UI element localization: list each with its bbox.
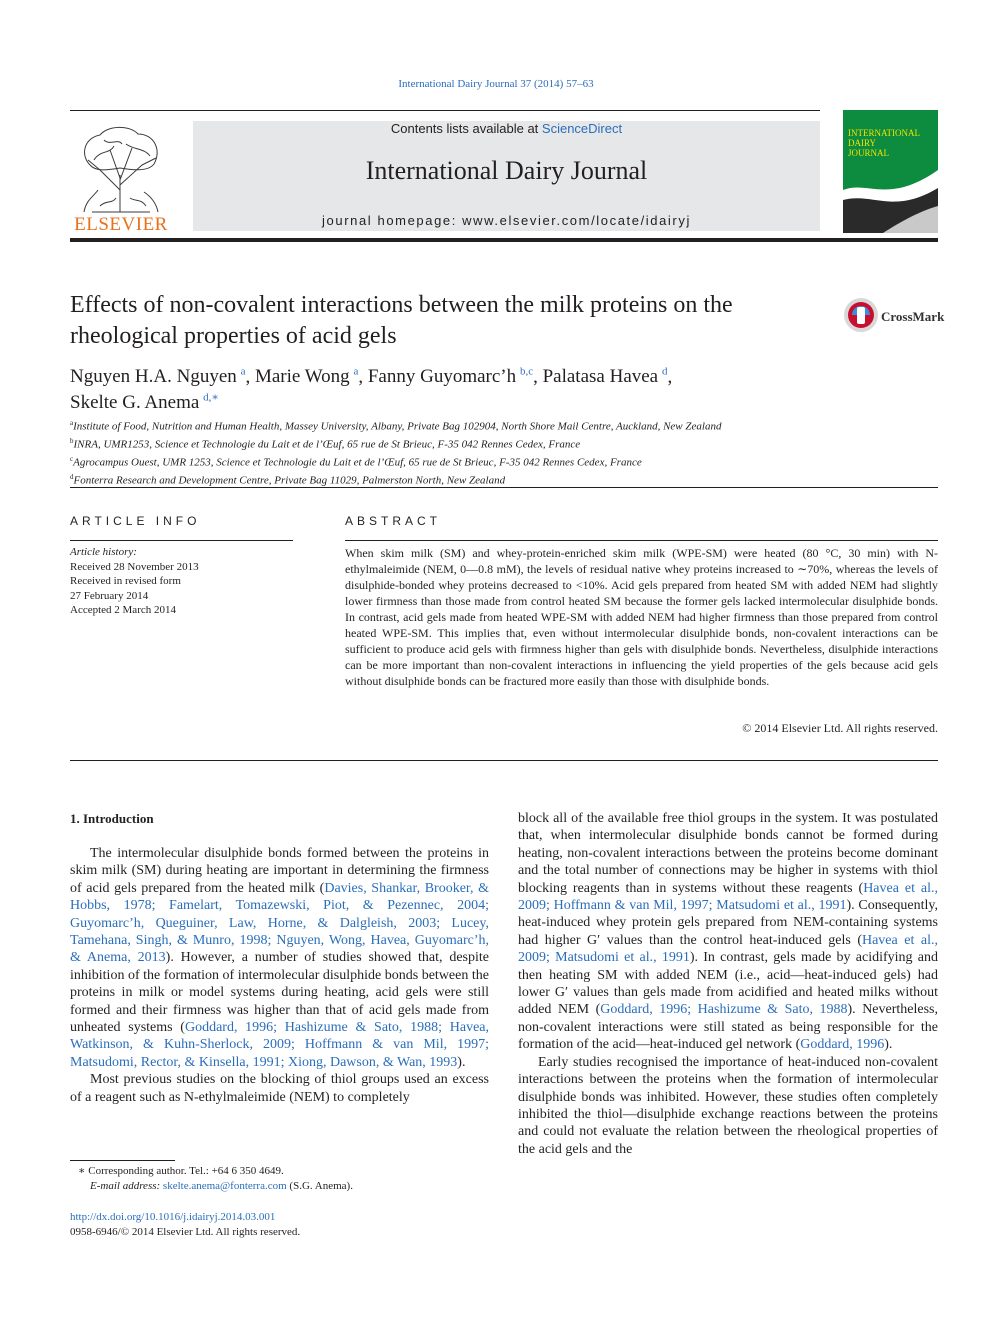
crossmark-label[interactable]: CrossMark xyxy=(881,309,945,324)
doi-block xyxy=(70,1210,300,1240)
citation-link[interactable]: Goddard, 1996 xyxy=(800,1037,885,1053)
homepage-link[interactable]: www.elsevier.com/locate/idairyj xyxy=(462,213,691,228)
journal-cover-image[interactable] xyxy=(843,110,938,233)
article-info-heading: ARTICLE INFO xyxy=(70,514,201,528)
affiliation-list xyxy=(70,416,938,489)
section-rule xyxy=(70,760,938,761)
author[interactable] xyxy=(255,366,358,387)
author-name: Palatasa Havea xyxy=(542,366,659,388)
affiliation-mark: c xyxy=(70,455,74,464)
body-text: The intermolecular disulphide bonds formed between the proteins in skim milk (SM) during heating are important in determining the firmness of acid gels prepared from the heated milk ( xyxy=(70,846,489,896)
author-affil-mark[interactable]: a xyxy=(353,366,359,378)
affiliation-mark: d xyxy=(70,473,74,482)
contents-prefix: Contents lists available at xyxy=(390,121,542,136)
author-affil-mark[interactable]: b,c xyxy=(519,366,534,378)
body-text: ). xyxy=(457,1054,466,1070)
corresponding-author: ∗ Corresponding author. Tel.: +64 6 350 4649. xyxy=(78,1165,284,1177)
body-text: ). xyxy=(884,1037,893,1053)
citation-link[interactable]: Havea et al., 2009; Hoffmann & van Mil, 1997; Matsudomi et al., 1991 xyxy=(518,880,938,914)
section-rule xyxy=(70,487,938,488)
section-heading: 1. Introduction xyxy=(70,811,154,826)
history-item: Received in revised form xyxy=(70,575,181,587)
history-label: Article history: xyxy=(70,546,137,558)
abstract-text: When skim milk (SM) and whey-protein-enriched skim milk (WPE-SM) were heated (80 °C, 30 min) with N-ethylmaleimide (NEM, 0—0.8 mM), the levels of residual native whey proteins increased to ∼70%, whereas the levels of disulphide-bonded whey proteins decreased to <10%. Acid gels prepared from heated SM with added NEM had slightly lower firmness than those made from control heated SM because the former gels lacked intermolecular disulphide bonds. In contrast, acid gels made from heated WPE-SM with added NEM had higher firmness than those prepared from control heated WPE-SM. This implies that, even without intermolecular disulphide bonds, non-covalent interactions can be sufficient to produce acid gels with firmness higher than gels with disulphide bonds. Nevertheless, disulphide interactions can be more important than non-covalent interactions in influencing the yield properties of the gels because acid gels without disulphide bonds can be fractured more easily than those with disulphide bonds. xyxy=(345,546,938,688)
affiliation xyxy=(70,416,938,434)
contents-line xyxy=(193,121,820,136)
body-column-right xyxy=(518,810,938,1158)
affiliation-text: INRA, UMR1253, Science et Technologie du Lait et de l’Œuf, 65 rue de St Brieuc, F-35 042 Rennes Cedex, France xyxy=(73,438,581,451)
body-text: ). Consequently, heat-induced whey protein gels prepared from NEM-containing systems had higher G′ values than the control heat-induced gels ( xyxy=(518,898,938,948)
journal-title: International Dairy Journal xyxy=(365,156,648,185)
article-title: Effects of non-covalent interactions between the milk proteins on the rheological properties of acid gels xyxy=(70,292,733,349)
doi-link[interactable]: http://dx.doi.org/10.1016/j.idairyj.2014.03.001 xyxy=(70,1211,276,1223)
body-text: ). However, a number of studies showed that, despite inhibition of the formation of intermolecular disulphide bonds between the proteins in milk or model systems during heating, acid gels were still formed and their firmness was higher than that of acid gels made from unheated systems ( xyxy=(70,950,489,1036)
email-link[interactable]: skelte.anema@fonterra.com xyxy=(162,1180,287,1192)
footnote-rule xyxy=(70,1160,175,1161)
author-separator: , xyxy=(667,366,673,388)
cover-title-line: DAIRY xyxy=(848,138,877,148)
affiliation-text: Agrocampus Ouest, UMR 1253, Science et Technologie du Lait et de l’Œuf, 65 rue de St Brieuc, F-35 042 Rennes Cedex, France xyxy=(73,456,642,469)
author-affil-mark[interactable]: d xyxy=(661,366,668,378)
affiliation-text: Fonterra Research and Development Centre, Private Bag 11029, Palmerston North, New Zealand xyxy=(73,475,506,488)
author-separator: , xyxy=(533,366,543,388)
cover-title xyxy=(848,128,920,158)
paragraph: Early studies recognised the importance of heat-induced non-covalent interactions between the proteins when the formation of intermolecular disulphide bonds was inhibited. However, these studies often completely inhibited the thiol—disulphide exchange reactions between the proteins and could not evaluate the relation between the rheological properties of the acid gels and the xyxy=(518,1054,938,1157)
article-info-rule xyxy=(70,540,293,541)
body-column-left xyxy=(70,845,489,1106)
abstract-rule xyxy=(345,540,938,541)
history-item: Received 28 November 2013 xyxy=(70,560,199,573)
elsevier-wordmark: ELSEVIER xyxy=(74,214,168,235)
affiliation-mark: b xyxy=(70,437,74,446)
author-name: Nguyen H.A. Nguyen xyxy=(70,366,237,388)
cover-title-line: INTERNATIONAL xyxy=(848,128,920,138)
affiliation xyxy=(70,452,938,470)
header-thick-rule xyxy=(70,238,938,242)
affiliation-mark: a xyxy=(70,419,74,427)
author-name: Skelte G. Anema xyxy=(70,391,200,413)
paragraph xyxy=(70,845,489,1071)
email-line xyxy=(70,1179,489,1194)
article-history xyxy=(70,545,293,618)
author[interactable] xyxy=(70,392,219,413)
abstract-copyright: © 2014 Elsevier Ltd. All rights reserved. xyxy=(742,721,938,735)
citation-link[interactable]: Goddard, 1996; Hashizume & Sato, 1988 xyxy=(600,1002,848,1018)
email-suffix: (S.G. Anema). xyxy=(286,1180,353,1192)
author-separator: , xyxy=(358,366,368,388)
author-separator: , xyxy=(245,366,255,388)
author-affil-mark[interactable]: a xyxy=(240,366,246,378)
citation-link[interactable]: Davies, Shankar, Brooker, & Hobbs, 1978; Famelart, Tomazewski, Piot, & Pezennec, 2004; Guyomarc’h, Queguiner, Law, Horne, & Dalgleish, 2003; Lucey, Tamehana, Singh, & Munro, 1998; Nguyen, Wong, Havea, Guyomarc’h, & Anema, 2013 xyxy=(70,880,489,966)
author-affil-mark[interactable]: d,∗ xyxy=(203,391,219,404)
body-text: ). In contrast, gels made by acidifying and then heating SM with added NEM (i.e., acid—heat-induced gels) had lower G′ values than gels made from acidified and heated milks without added NEM ( xyxy=(518,950,938,1018)
abstract-heading: ABSTRACT xyxy=(345,514,442,528)
corresponding-footnote xyxy=(70,1164,489,1194)
author[interactable] xyxy=(70,366,245,387)
author-list xyxy=(70,362,870,413)
email-label: E-mail address: xyxy=(90,1180,163,1192)
journal-citation[interactable]: International Dairy Journal 37 (2014) 57–63 xyxy=(398,78,594,90)
header-rule xyxy=(70,110,820,111)
affiliation-text: Institute of Food, Nutrition and Human Health, Massey University, Albany, Private Bag 102904, North Shore Mail Centre, Auckland, New Zealand xyxy=(73,420,722,433)
homepage-prefix: journal homepage: xyxy=(322,213,463,228)
affiliation xyxy=(70,470,938,488)
author[interactable] xyxy=(543,366,668,387)
cover-title-line: JOURNAL xyxy=(848,148,890,158)
journal-homepage xyxy=(193,213,820,228)
body-text: ). Nevertheless, non-covalent interactions were still stated as being responsible for the formation of the acid—heat-induced gel network ( xyxy=(518,1002,939,1053)
author-name: Marie Wong xyxy=(254,366,350,388)
author-name: Fanny Guyomarc’h xyxy=(367,366,517,388)
paragraph xyxy=(518,810,938,1054)
history-item: 27 February 2014 xyxy=(70,589,149,602)
citation-link[interactable]: Havea et al., 2009; Matsudomi et al., 1991 xyxy=(518,932,938,966)
citation-link[interactable]: Goddard, 1996; Hashizume & Sato, 1988; Havea, Watkinson, & Kuhn-Sherlock, 2009; Hoffmann & van Mil, 1997; Matsudomi, Rector, & Kinsella, 1991; Xiong, Dawson, & Wan, 1993 xyxy=(70,1020,489,1070)
sciencedirect-link[interactable]: ScienceDirect xyxy=(541,121,623,136)
paragraph: Most previous studies on the blocking of thiol groups used an excess of a reagent such as N-ethylmaleimide (NEM) to completely xyxy=(70,1072,489,1105)
issn-line: 0958-6946/© 2014 Elsevier Ltd. All rights reserved. xyxy=(70,1226,301,1238)
history-item: Accepted 2 March 2014 xyxy=(70,604,176,616)
author[interactable] xyxy=(368,366,533,387)
affiliation xyxy=(70,434,938,452)
body-text: block all of the available free thiol groups in the system. It was postulated that, when intermolecular disulphide bonds cannot be formed during heating, non-covalent interactions between the proteins become dominant and the total number of connections may be higher in systems with thiol blocking reagents than in systems without these reagents ( xyxy=(518,811,938,896)
